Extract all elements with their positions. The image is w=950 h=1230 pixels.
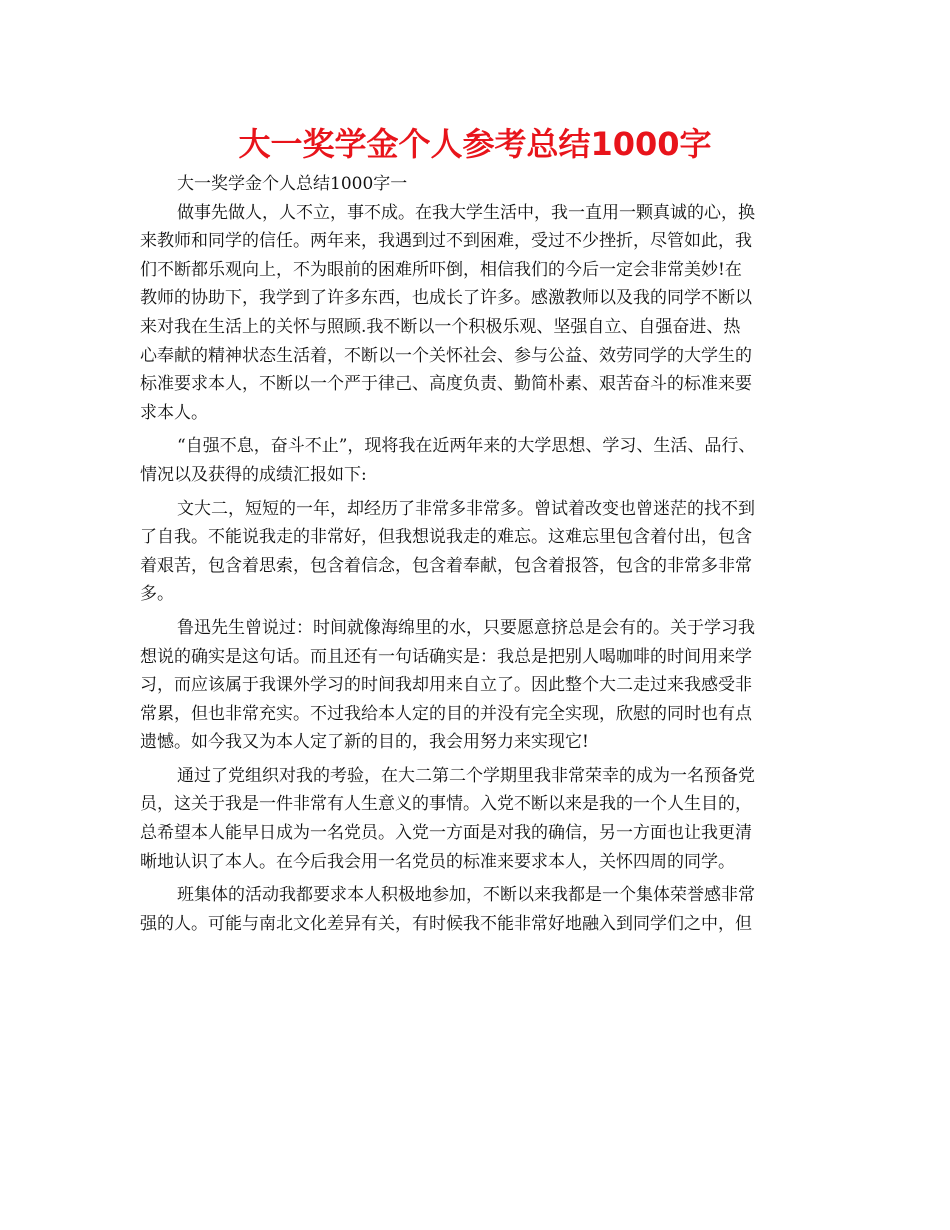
text-line: 情况以及获得的成绩汇报如下: bbox=[140, 464, 367, 485]
paragraph bbox=[140, 432, 820, 489]
text-line: 教师的协助下，我学到了许多东西，也成长了许多。感激教师以及我的同学不断以 bbox=[140, 288, 752, 309]
paragraph bbox=[140, 199, 820, 428]
text-line: 做事先做人，人不立，事不成。在我大学生活中，我一直用一颗真诚的心，换 bbox=[177, 202, 755, 223]
text-line: 标准要求本人，不断以一个严于律己、高度负责、勤简朴素、艰苦奋斗的标准来要 bbox=[140, 374, 752, 395]
text-line: 了自我。不能说我走的非常好，但我想说我走的难忘。这难忘里包含着付出，包含 bbox=[140, 527, 752, 548]
text-line: 强的人。可能与南北文化差异有关，有时候我不能非常好地融入到同学们之中，但 bbox=[140, 913, 752, 934]
paragraph bbox=[140, 495, 820, 609]
paragraph bbox=[140, 762, 820, 876]
text-line: 习，而应该属于我课外学习的时间我却用来自立了。因此整个大二走过来我感受非 bbox=[140, 675, 752, 696]
text-line: 多。 bbox=[140, 584, 174, 605]
text-line: 来对我在生活上的关怀与照顾.我不断以一个积极乐观、坚强自立、自强奋进、热 bbox=[140, 316, 741, 337]
text-line: 心奉献的精神状态生活着，不断以一个关怀社会、参与公益、效劳同学的大学生的 bbox=[140, 345, 752, 366]
document-title: 大一奖学金个人参考总结1000字 bbox=[238, 125, 712, 163]
text-line: 总希望本人能早日成为一名党员。入党一方面是对我的确信，另一方面也让我更清 bbox=[140, 823, 752, 844]
paragraph bbox=[140, 881, 820, 938]
document-body bbox=[140, 170, 820, 938]
paragraph bbox=[140, 614, 820, 757]
text-line: 们不断都乐观向上，不为眼前的困难所吓倒，相信我们的今后一定会非常美妙!在 bbox=[140, 259, 742, 280]
paragraph bbox=[140, 170, 820, 199]
text-line: “自强不息，奋斗不止”，现将我在近两年来的大学思想、学习、生活、品行、 bbox=[177, 436, 756, 457]
text-line: 文大二，短短的一年，却经历了非常多非常多。曾试着改变也曾迷茫的找不到 bbox=[177, 498, 755, 519]
text-line: 来教师和同学的信任。两年来，我遇到过不到困难，受过不少挫折，尽管如此，我 bbox=[140, 231, 752, 252]
text-line: 大一奖学金个人总结1000字一 bbox=[177, 174, 408, 194]
text-line: 通过了党组织对我的考验，在大二第二个学期里我非常荣幸的成为一名预备党 bbox=[177, 765, 755, 786]
text-line: 求本人。 bbox=[140, 402, 208, 423]
text-line: 遗憾。如今我又为本人定了新的目的，我会用努力来实现它! bbox=[140, 732, 589, 753]
text-line: 晰地认识了本人。在今后我会用一名党员的标准来要求本人，关怀四周的同学。 bbox=[140, 851, 735, 872]
text-line: 员，这关于我是一件非常有人生意义的事情。入党不断以来是我的一个人生目的， bbox=[140, 794, 752, 815]
text-line: 班集体的活动我都要求本人积极地参加，不断以来我都是一个集体荣誉感非常 bbox=[177, 885, 755, 906]
text-line: 常累，但也非常充实。不过我给本人定的目的并没有完全实现，欣慰的同时也有点 bbox=[140, 703, 752, 724]
text-line: 想说的确实是这句话。而且还有一句话确实是：我总是把别人喝咖啡的时间用来学 bbox=[140, 646, 752, 667]
text-line: 鲁迅先生曾说过：时间就像海绵里的水，只要愿意挤总是会有的。关于学习我 bbox=[177, 617, 755, 638]
text-line: 着艰苦，包含着思索，包含着信念，包含着奉献，包含着报答，包含的非常多非常 bbox=[140, 555, 752, 576]
